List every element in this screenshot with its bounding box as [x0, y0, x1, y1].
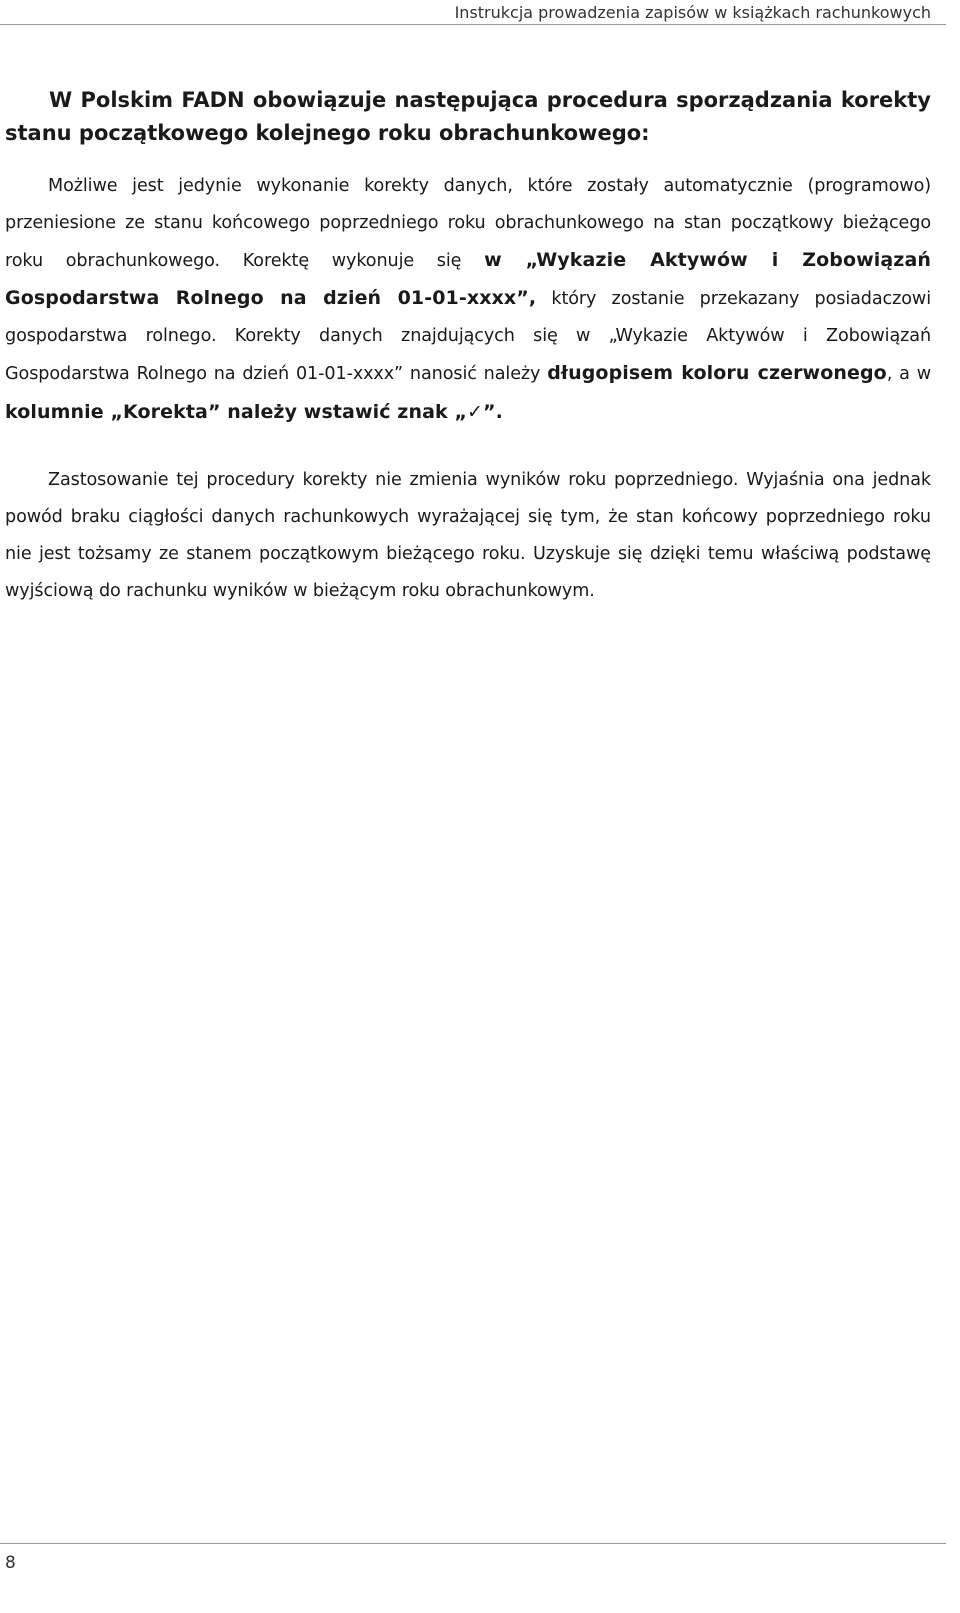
paragraph-1-text: Możliwe jest jedynie wykonanie korekty danych, które zostały automatycznie (programowo) przeniesione ze stanu końcowego poprzedniego roku obrachunkowego na stan początkowy bieżącego roku obrachunkowego. Korektę wykonuje się: [5, 176, 931, 272]
paragraph-1-emphasis-document: w „Wykazie Aktywów i Zobowiązań Gospodarstwa Rolnego na dzień 01-01-xxxx”,: [5, 249, 931, 310]
paragraph-1-text-continued: który zostanie przekazany posiadaczowi gospodarstwa rolnego. Korekty danych znajdujących się w „Wykazie Aktywów i Zobowiązań Gospodarstwa Rolnego na dzień 01-01-xxxx” nanosić należy: [5, 289, 932, 385]
paragraph-correction-procedure: [5, 168, 931, 432]
page-number: 8: [5, 1553, 16, 1573]
page-header: [0, 0, 946, 25]
paragraph-1-text-connector: , a w: [886, 364, 932, 385]
page-footer: [0, 1543, 946, 1573]
running-header-title: Instrukcja prowadzenia zapisów w książkach rachunkowych: [454, 3, 931, 22]
section-heading: W Polskim FADN obowiązuje następująca procedura sporządzania korekty stanu początkowego kolejnego roku obrachunkowego:: [5, 88, 931, 145]
paragraph-1-emphasis-pen: długopisem koloru czerwonego: [547, 362, 887, 385]
paragraph-1-emphasis-column: kolumnie „Korekta” należy wstawić znak „✓”.: [5, 400, 503, 423]
paragraph-procedure-effect: Zastosowanie tej procedury korekty nie zmienia wyników roku poprzedniego. Wyjaśnia ona jednak powód braku ciągłości danych rachunkowych wyrażającej się tym, że stan końcowy poprzedniego roku nie jest tożsamy ze stanem początkowym bieżącego roku. Uzyskuje się dzięki temu właściwą podstawę wyjściową do rachunku wyników w bieżącym roku obrachunkowym.: [5, 470, 931, 602]
